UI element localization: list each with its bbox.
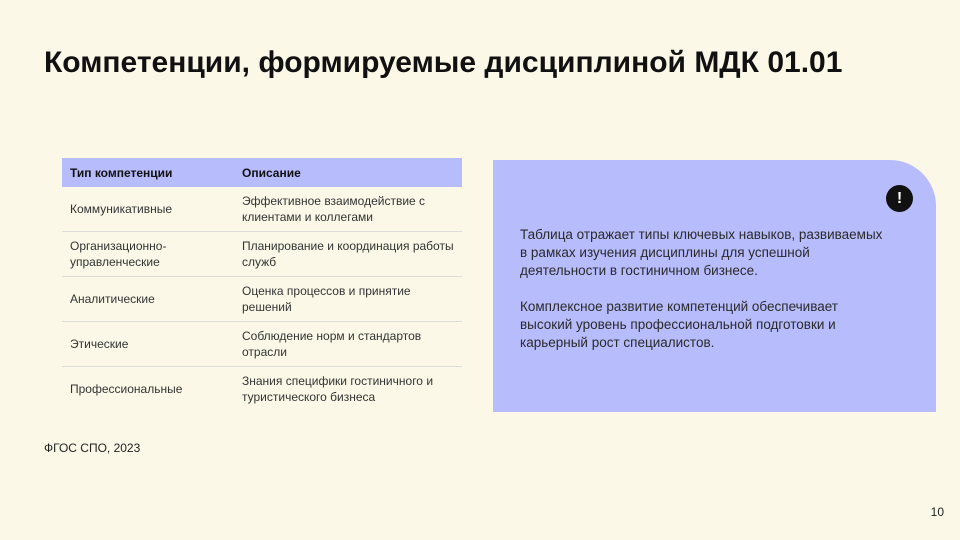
competence-type-cell: Аналитические (62, 277, 234, 322)
competencies-table (62, 158, 462, 411)
source-citation: ФГОС СПО, 2023 (44, 441, 141, 455)
competencies-table-container (62, 158, 462, 411)
table-row (62, 367, 462, 412)
header-competence-type: Тип компетенции (62, 158, 234, 187)
note-paragraph: Таблица отражает типы ключевых навыков, развиваемых в рамках изучения дисциплины для успешной деятельности в гостиничном бизнесе. (520, 227, 883, 278)
description-cell: Планирование и координация работы служб (234, 232, 462, 277)
description-cell: Соблюдение норм и стандартов отрасли (234, 322, 462, 367)
table-row (62, 232, 462, 277)
table-row (62, 322, 462, 367)
note-card (493, 160, 936, 412)
competence-type-cell: Этические (62, 322, 234, 367)
table-row (62, 277, 462, 322)
competence-type-cell: Профессиональные (70, 382, 183, 396)
page-number: 10 (930, 505, 944, 519)
note-paragraph: Комплексное развитие компетенций обеспечивает высокий уровень профессиональной подготовки и карьерный рост специалистов. (520, 299, 838, 350)
table-header-row (62, 158, 462, 187)
table-body (62, 187, 462, 411)
competence-type-cell: Коммуникативные (62, 187, 234, 232)
description-cell: Знания специфики гостиничного и туристического бизнеса (242, 374, 434, 404)
slide-title: Компетенции, формируемые дисциплиной МДК 01.01 (44, 46, 843, 79)
description-cell: Оценка процессов и принятие решений (234, 277, 462, 322)
table-header (62, 158, 462, 187)
header-description: Описание (234, 158, 462, 187)
table-row (62, 187, 462, 232)
competence-type-cell: Организационно-управленческие (62, 232, 234, 277)
description-cell: Эффективное взаимодействие с клиентами и коллегами (234, 187, 462, 232)
exclamation-icon: ! (886, 185, 913, 212)
note-text (520, 226, 890, 370)
